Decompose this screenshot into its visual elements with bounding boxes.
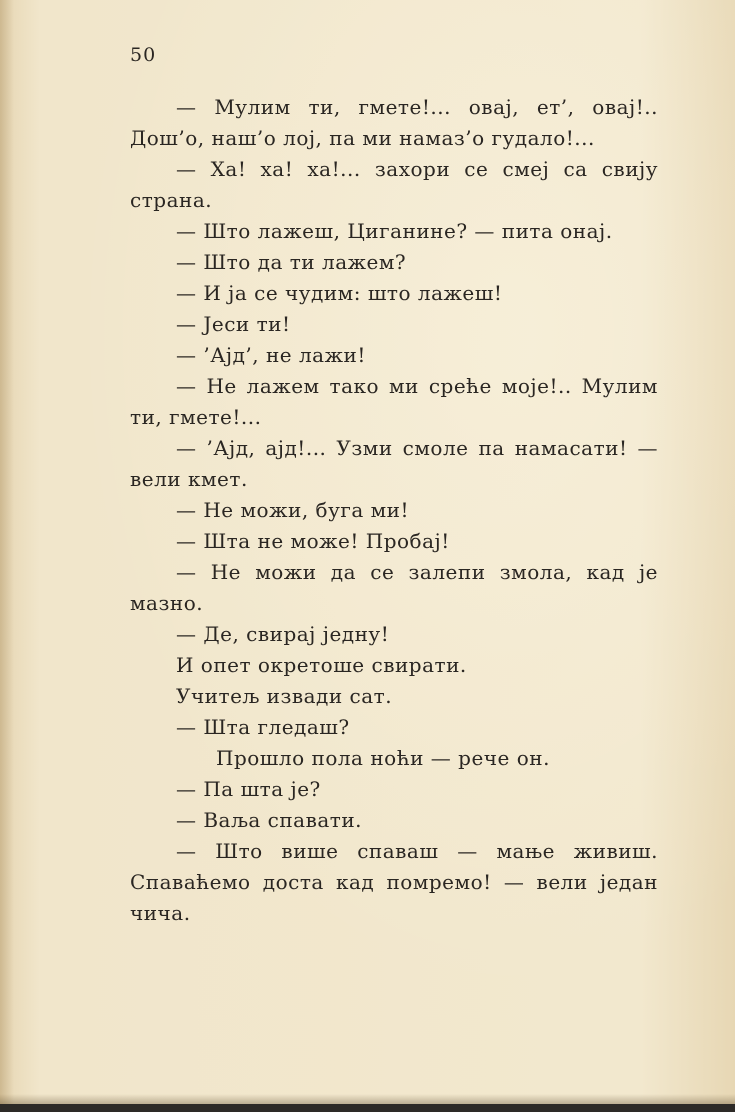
paragraph: Прошло пола ноћи — рече он. bbox=[216, 746, 550, 770]
paragraph: — Што лажеш, Циганине? — пита онај. bbox=[176, 219, 613, 243]
paragraph: — Јеси ти! bbox=[176, 312, 291, 336]
paragraph: — Па шта је? bbox=[176, 777, 321, 801]
paragraph: — Ха! ха! ха!... захори се смеј са свију страна. bbox=[130, 157, 658, 212]
paragraph: — Де, свирај једну! bbox=[176, 622, 390, 646]
paragraph: — Не можи, буга ми! bbox=[176, 498, 410, 522]
paragraph: — Шта гледаш? bbox=[176, 715, 350, 739]
paragraph: — ’Ајд’, не лажи! bbox=[176, 343, 366, 367]
paragraph: — Што да ти лажем? bbox=[176, 250, 407, 274]
paragraph: — И ја се чудим: што лажеш! bbox=[176, 281, 503, 305]
scan-bottom-edge bbox=[0, 1104, 735, 1112]
page-number: 50 bbox=[130, 44, 157, 66]
paragraph: — Не лажем тако ми среће моје!.. Мулим ти, гмете!... bbox=[130, 374, 658, 429]
paragraph: — Не можи да се залепи змола, кад је мазно. bbox=[130, 560, 658, 615]
paragraph: — ’Ајд, ајд!... Узми смоле па намасати! — вели кмет. bbox=[130, 436, 658, 491]
paragraph: Учитељ извади сат. bbox=[176, 684, 393, 708]
page-body-text bbox=[130, 92, 658, 929]
paragraph: — Ваља спавати. bbox=[176, 808, 363, 832]
paragraph: — Мулим ти, гмете!... овај, ет’, овај!.. Дош’о, наш’о лој, па ми намаз’о гудало!... bbox=[130, 95, 658, 150]
paragraph: — Што више спаваш — мање живиш. Спаваћемо доста кад помремо! — вели један чича. bbox=[130, 839, 658, 925]
paragraph: И опет окретоше свирати. bbox=[176, 653, 467, 677]
page-edge-shadow bbox=[0, 0, 14, 1112]
paragraph: — Шта не може! Пробај! bbox=[176, 529, 450, 553]
page-bottom-shadow bbox=[0, 1094, 735, 1104]
